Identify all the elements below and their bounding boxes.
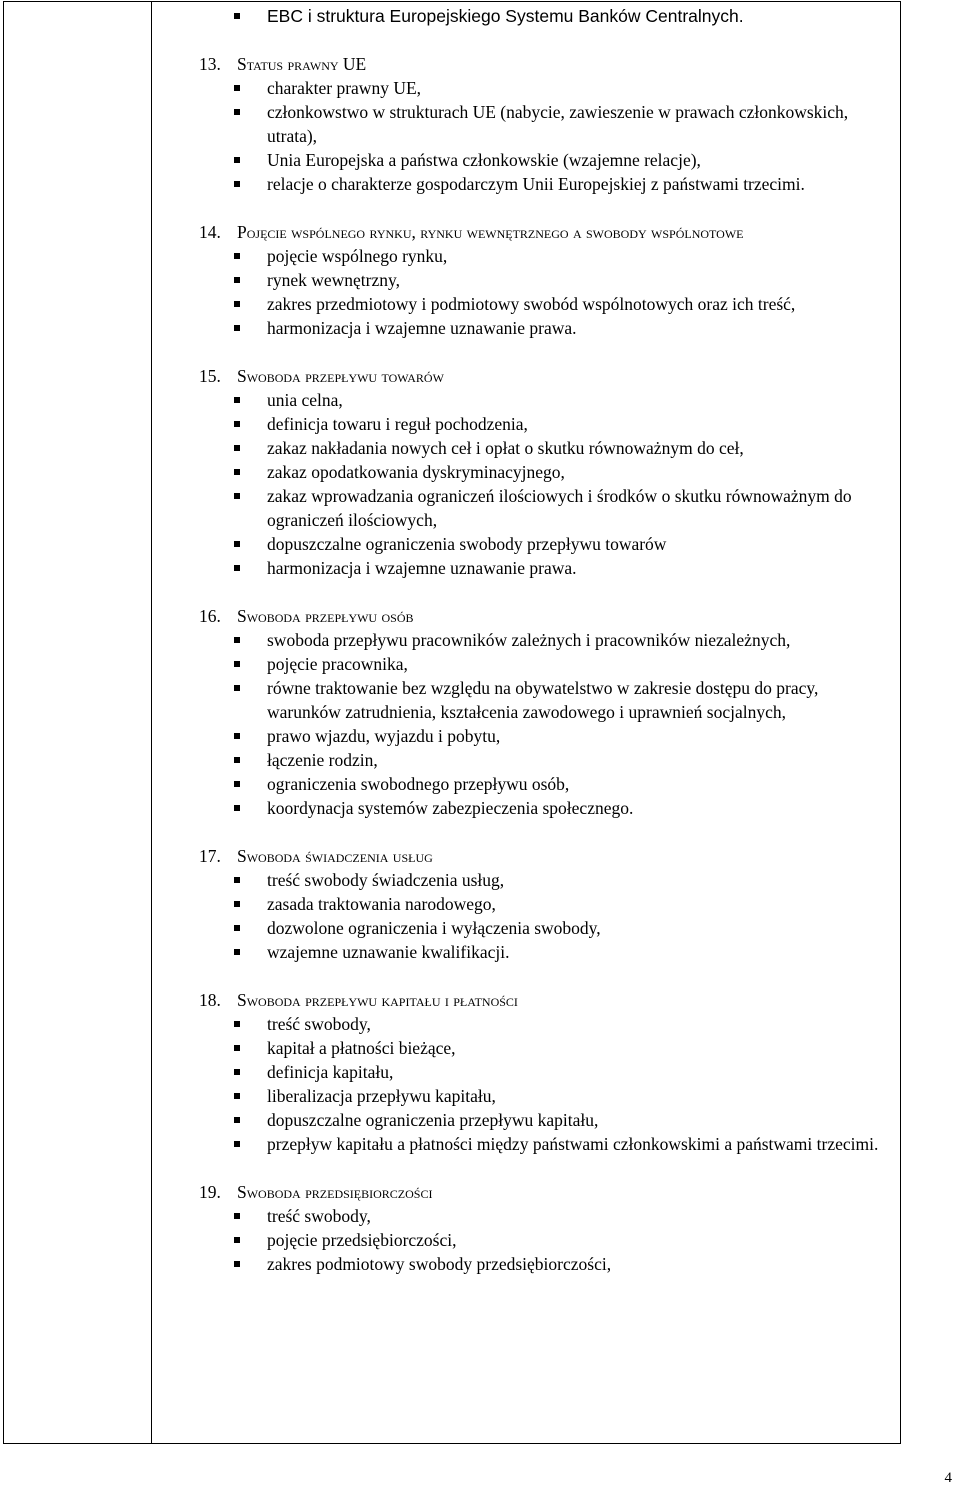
section bbox=[160, 604, 895, 820]
list-item bbox=[160, 1084, 895, 1108]
list-item-text: rynek wewnętrzny, bbox=[267, 270, 400, 290]
list-item-text: zakres przedmiotowy i podmiotowy swobód wspólnotowych oraz ich treść, bbox=[267, 294, 796, 314]
section bbox=[160, 364, 895, 580]
list-item bbox=[160, 388, 895, 412]
bullet-icon bbox=[234, 652, 246, 676]
list-item bbox=[160, 460, 895, 484]
list-item bbox=[160, 1012, 895, 1036]
list-item bbox=[160, 1060, 895, 1084]
list-item bbox=[160, 1036, 895, 1060]
list-item bbox=[160, 412, 895, 436]
list-item bbox=[160, 292, 895, 316]
list-item bbox=[160, 148, 895, 172]
list-item bbox=[160, 676, 895, 724]
bullet-icon bbox=[234, 1132, 246, 1156]
list-item bbox=[160, 916, 895, 940]
list-item bbox=[160, 1204, 895, 1228]
list-item-text: kapitał a płatności bieżące, bbox=[267, 1038, 456, 1058]
list-item bbox=[160, 268, 895, 292]
list-item bbox=[160, 244, 895, 268]
bullet-icon bbox=[234, 1228, 246, 1252]
list-item-text: zakaz nakładania nowych ceł i opłat o skutku równoważnym do ceł, bbox=[267, 438, 744, 458]
bullet-icon bbox=[234, 724, 246, 748]
section-heading bbox=[160, 988, 895, 1012]
list-item-text: zakres podmiotowy swobody przedsiębiorczości, bbox=[267, 1254, 612, 1274]
bullet-icon bbox=[234, 1012, 246, 1036]
list-item-text: prawo wjazdu, wyjazdu i pobytu, bbox=[267, 726, 501, 746]
bullet-icon bbox=[234, 1108, 246, 1132]
bullet-icon bbox=[234, 940, 246, 964]
bullet-icon bbox=[234, 1204, 246, 1228]
page-number: 4 bbox=[944, 1470, 952, 1486]
section-title: Swoboda przepływu kapitału i płatności bbox=[237, 990, 518, 1010]
list-item-text: zasada traktowania narodowego, bbox=[267, 894, 496, 914]
section-title: Swoboda przedsiębiorczości bbox=[237, 1182, 433, 1202]
bullet-icon bbox=[234, 868, 246, 892]
list-item bbox=[160, 892, 895, 916]
bullet-icon bbox=[234, 460, 246, 484]
section-title: Status prawny UE bbox=[237, 54, 367, 74]
section bbox=[160, 988, 895, 1156]
list-item bbox=[160, 4, 895, 28]
list-item-text: równe traktowanie bez względu na obywatelstwo w zakresie dostępu do pracy, warunków zatrudnienia, kształcenia zawodowego i uprawnień socjalnych, bbox=[267, 678, 819, 722]
list-item-text: wzajemne uznawanie kwalifikacji. bbox=[267, 942, 510, 962]
bullet-list bbox=[160, 868, 895, 964]
list-item bbox=[160, 1132, 895, 1156]
bullet-icon bbox=[234, 1252, 246, 1276]
section-heading bbox=[160, 220, 895, 244]
list-item-text: pojęcie przedsiębiorczości, bbox=[267, 1230, 457, 1250]
section-title: Pojęcie wspólnego rynku, rynku wewnętrznego a swobody wspólnotowe bbox=[237, 222, 744, 242]
list-item-text: członkowstwo w strukturach UE (nabycie, zawieszenie w prawach członkowskich, utrata), bbox=[267, 102, 849, 146]
syllabus-content bbox=[160, 4, 895, 1276]
list-item-text: łączenie rodzin, bbox=[267, 750, 378, 770]
list-item bbox=[160, 628, 895, 652]
bullet-list bbox=[160, 244, 895, 340]
bullet-icon bbox=[234, 388, 246, 412]
list-item-text: definicja kapitału, bbox=[267, 1062, 394, 1082]
bullet-icon bbox=[234, 1060, 246, 1084]
list-item-text: treść swobody, bbox=[267, 1206, 371, 1226]
section-heading bbox=[160, 844, 895, 868]
section-number: 13. bbox=[199, 54, 221, 74]
list-item-text: zakaz wprowadzania ograniczeń ilościowych i środków o skutku równoważnym do ograniczeń ilościowych, bbox=[267, 486, 852, 530]
list-item-text: treść swobody, bbox=[267, 1014, 371, 1034]
bullet-icon bbox=[234, 4, 246, 28]
bullet-icon bbox=[234, 484, 246, 532]
section-number: 14. bbox=[199, 222, 221, 242]
list-item-text: przepływ kapitału a płatności między państwami członkowskimi a państwami trzecimi. bbox=[267, 1134, 879, 1154]
list-item bbox=[160, 1228, 895, 1252]
list-item bbox=[160, 772, 895, 796]
bullet-icon bbox=[234, 172, 246, 196]
bullet-icon bbox=[234, 76, 246, 100]
bullet-icon bbox=[234, 100, 246, 148]
section bbox=[160, 52, 895, 196]
bullet-icon bbox=[234, 916, 246, 940]
list-item-text: harmonizacja i wzajemne uznawanie prawa. bbox=[267, 558, 577, 578]
list-item-text: unia celna, bbox=[267, 390, 343, 410]
list-item bbox=[160, 556, 895, 580]
section-heading bbox=[160, 364, 895, 388]
column-divider bbox=[151, 1, 152, 1444]
list-item-text: harmonizacja i wzajemne uznawanie prawa. bbox=[267, 318, 577, 338]
list-item-text: zakaz opodatkowania dyskryminacyjnego, bbox=[267, 462, 565, 482]
bullet-icon bbox=[234, 676, 246, 724]
bullet-icon bbox=[234, 148, 246, 172]
list-item-text: treść swobody świadczenia usług, bbox=[267, 870, 505, 890]
bullet-icon bbox=[234, 892, 246, 916]
list-item bbox=[160, 796, 895, 820]
list-item bbox=[160, 1108, 895, 1132]
list-item-text: pojęcie pracownika, bbox=[267, 654, 408, 674]
bullet-icon bbox=[234, 316, 246, 340]
list-item bbox=[160, 532, 895, 556]
section bbox=[160, 220, 895, 340]
section-title: Swoboda przepływu osób bbox=[237, 606, 414, 626]
list-item-text: liberalizacja przepływu kapitału, bbox=[267, 1086, 496, 1106]
list-item-text: ograniczenia swobodnego przepływu osób, bbox=[267, 774, 570, 794]
list-item bbox=[160, 748, 895, 772]
bullet-icon bbox=[234, 772, 246, 796]
bullet-icon bbox=[234, 1084, 246, 1108]
section-number: 16. bbox=[199, 606, 221, 626]
bullet-icon bbox=[234, 244, 246, 268]
list-item-text: pojęcie wspólnego rynku, bbox=[267, 246, 448, 266]
section bbox=[160, 1180, 895, 1276]
list-item bbox=[160, 436, 895, 460]
list-item-text: dopuszczalne ograniczenia swobody przepływu towarów bbox=[267, 534, 667, 554]
section-heading bbox=[160, 604, 895, 628]
list-item bbox=[160, 172, 895, 196]
list-item-text: koordynacja systemów zabezpieczenia społecznego. bbox=[267, 798, 634, 818]
list-item bbox=[160, 724, 895, 748]
section-heading bbox=[160, 1180, 895, 1204]
bullet-icon bbox=[234, 556, 246, 580]
section-title: Swoboda przepływu towarów bbox=[237, 366, 444, 386]
list-item bbox=[160, 940, 895, 964]
bullet-icon bbox=[234, 628, 246, 652]
list-item bbox=[160, 484, 895, 532]
list-item bbox=[160, 1252, 895, 1276]
list-item bbox=[160, 868, 895, 892]
bullet-icon bbox=[234, 412, 246, 436]
bullet-list bbox=[160, 388, 895, 580]
bullet-list bbox=[160, 1204, 895, 1276]
bullet-list bbox=[160, 76, 895, 196]
list-item-text: dopuszczalne ograniczenia przepływu kapitału, bbox=[267, 1110, 599, 1130]
list-item-text: dozwolone ograniczenia i wyłączenia swobody, bbox=[267, 918, 601, 938]
list-item-text: EBC i struktura Europejskiego Systemu Banków Centralnych. bbox=[267, 6, 744, 26]
list-item-text: definicja towaru i reguł pochodzenia, bbox=[267, 414, 528, 434]
bullet-icon bbox=[234, 748, 246, 772]
bullet-list bbox=[160, 628, 895, 820]
list-item bbox=[160, 76, 895, 100]
list-item bbox=[160, 316, 895, 340]
bullet-icon bbox=[234, 292, 246, 316]
list-item-text: Unia Europejska a państwa członkowskie (wzajemne relacje), bbox=[267, 150, 701, 170]
bullet-icon bbox=[234, 436, 246, 460]
section-number: 17. bbox=[199, 846, 221, 866]
bullet-icon bbox=[234, 1036, 246, 1060]
section-number: 18. bbox=[199, 990, 221, 1010]
list-item-text: relacje o charakterze gospodarczym Unii Europejskiej z państwami trzecimi. bbox=[267, 174, 805, 194]
section-number: 15. bbox=[199, 366, 221, 386]
list-item bbox=[160, 100, 895, 148]
section-heading bbox=[160, 52, 895, 76]
bullet-icon bbox=[234, 268, 246, 292]
section-number: 19. bbox=[199, 1182, 221, 1202]
bullet-icon bbox=[234, 796, 246, 820]
bullet-icon bbox=[234, 532, 246, 556]
section-title: Swoboda świadczenia usług bbox=[237, 846, 433, 866]
bullet-list bbox=[160, 1012, 895, 1156]
list-item bbox=[160, 652, 895, 676]
list-item-text: swoboda przepływu pracowników zależnych i pracowników niezależnych, bbox=[267, 630, 791, 650]
list-item-text: charakter prawny UE, bbox=[267, 78, 422, 98]
section bbox=[160, 844, 895, 964]
